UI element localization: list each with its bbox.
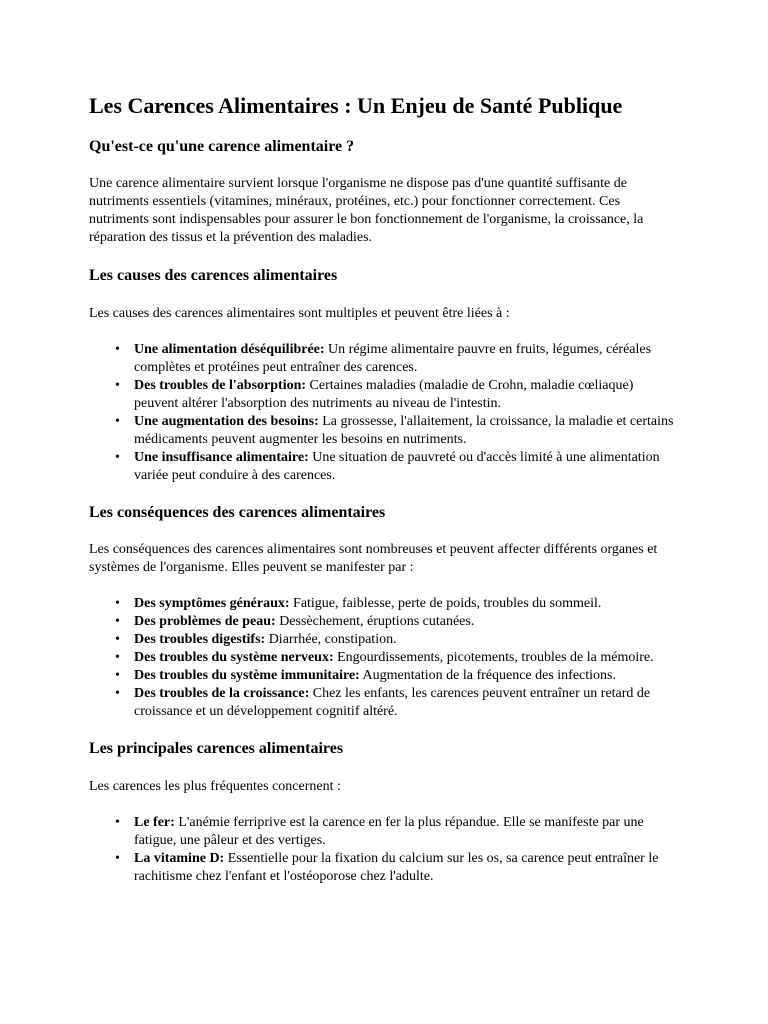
causes-list bbox=[89, 341, 678, 485]
list-item-term: Une alimentation déséquilibrée: bbox=[134, 342, 325, 357]
list-item-term: Une augmentation des besoins: bbox=[134, 414, 319, 429]
list-item-text: Une situation de pauvreté ou d'accès limité à une alimentation variée peut conduire à des carences. bbox=[134, 450, 660, 483]
list-item-term: Le fer: bbox=[134, 815, 175, 830]
section-heading-definition: Qu'est-ce qu'une carence alimentaire ? bbox=[89, 138, 355, 155]
list-item-term: Des troubles de la croissance: bbox=[134, 686, 310, 701]
consequences-list bbox=[89, 595, 678, 721]
section-paragraph-main-deficiencies: Les carences les plus fréquentes concernent : bbox=[89, 779, 341, 794]
list-item-text: La grossesse, l'allaitement, la croissance, la maladie et certains médicaments peuvent augmenter les besoins en nutriments. bbox=[134, 414, 674, 447]
list-item-term: Des troubles de l'absorption: bbox=[134, 378, 307, 393]
list-item bbox=[134, 685, 678, 721]
list-item-term: Des troubles du système nerveux: bbox=[134, 650, 334, 665]
list-item bbox=[134, 613, 678, 631]
list-item bbox=[134, 631, 678, 649]
list-item bbox=[134, 413, 678, 449]
page-title: Les Carences Alimentaires : Un Enjeu de Santé Publique bbox=[89, 93, 623, 118]
list-item-text: Dessèchement, éruptions cutanées. bbox=[275, 614, 475, 629]
list-item-term: Une insuffisance alimentaire: bbox=[134, 450, 309, 465]
section-heading-consequences: Les conséquences des carences alimentaires bbox=[89, 504, 386, 521]
section-paragraph-consequences: Les conséquences des carences alimentaires sont nombreuses et peuvent affecter différents organes et systèmes de l'organisme. Elles peuvent se manifester par : bbox=[89, 542, 658, 575]
main-deficiencies-list bbox=[89, 814, 678, 886]
list-item-text: L'anémie ferriprive est la carence en fer la plus répandue. Elle se manifeste par une fatigue, une pâleur et des vertiges. bbox=[134, 815, 644, 848]
section-heading-main-deficiencies: Les principales carences alimentaires bbox=[89, 740, 344, 757]
list-item bbox=[134, 595, 678, 613]
list-item-text: Un régime alimentaire pauvre en fruits, légumes, céréales complètes et protéines peut entraîner des carences. bbox=[134, 342, 652, 375]
list-item bbox=[134, 341, 678, 377]
list-item-term: Des troubles digestifs: bbox=[134, 632, 266, 647]
list-item-text: Augmentation de la fréquence des infections. bbox=[359, 668, 617, 683]
list-item bbox=[134, 667, 678, 685]
list-item-text: Engourdissements, picotements, troubles de la mémoire. bbox=[333, 650, 654, 665]
list-item bbox=[134, 449, 678, 485]
section-paragraph-causes: Les causes des carences alimentaires sont multiples et peuvent être liées à : bbox=[89, 306, 510, 321]
list-item-term: La vitamine D: bbox=[134, 851, 225, 866]
section-heading-causes: Les causes des carences alimentaires bbox=[89, 267, 338, 284]
list-item bbox=[134, 814, 678, 850]
list-item bbox=[134, 649, 678, 667]
section-paragraph-definition: Une carence alimentaire survient lorsque l'organisme ne dispose pas d'une quantité suffisante de nutriments essentiels (vitamines, minéraux, protéines, etc.) pour fonctionner correctement. Ces nutriments sont indispensables pour assurer le bon fonctionnement de l'organisme, la croissance, la réparation des tissus et la prévention des maladies. bbox=[89, 176, 644, 245]
list-item-term: Des symptômes généraux: bbox=[134, 596, 290, 611]
list-item-text: Essentielle pour la fixation du calcium sur les os, sa carence peut entraîner le rachitisme chez l'enfant et l'ostéoporose chez l'adulte. bbox=[134, 851, 659, 884]
list-item-text: Chez les enfants, les carences peuvent entraîner un retard de croissance et un développement cognitif altéré. bbox=[134, 686, 651, 719]
list-item bbox=[134, 377, 678, 413]
list-item-term: Des problèmes de peau: bbox=[134, 614, 276, 629]
list-item-term: Des troubles du système immunitaire: bbox=[134, 668, 360, 683]
list-item-text: Diarrhée, constipation. bbox=[265, 632, 397, 647]
list-item-text: Fatigue, faiblesse, perte de poids, troubles du sommeil. bbox=[289, 596, 602, 611]
list-item-text: Certaines maladies (maladie de Crohn, maladie cœliaque) peuvent altérer l'absorption des nutriments au niveau de l'intestin. bbox=[134, 378, 634, 411]
list-item bbox=[134, 850, 678, 886]
